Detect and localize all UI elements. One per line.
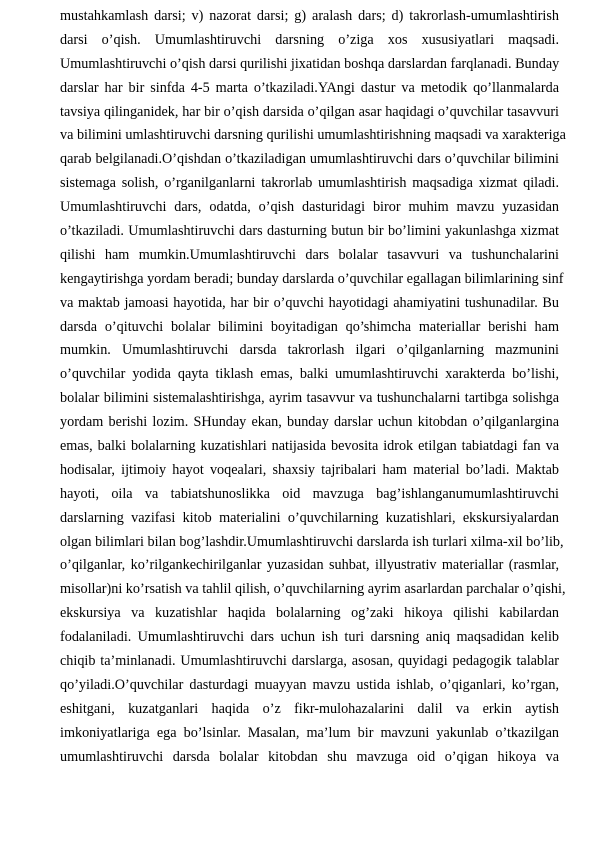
text-line: o’tkaziladi. Umumlashtiruvchi dars dasturning butun bir bo’limini yakunlashga xizmat xyxy=(60,223,559,240)
text-line: Umumlashtiruvchi o’qish darsi qurilishi jixatidan boshqa darslardan farqlanadi. Bunday xyxy=(60,55,560,72)
text-line: Umumlashtiruvchi dars, odatda, o’qish dasturidagi biror muhim mavzu yuzasidan xyxy=(60,199,559,216)
text-line: mumkin. Umumlashtiruvchi darsda takrorlash ilgari o’qilganlarning mazmunini xyxy=(60,342,559,359)
text-line: ekskursiya va kuzatishlar haqida bolalarning og’zaki hikoya qilishi kabilardan xyxy=(60,605,559,622)
text-line: o’qilganlar, ko’rilgankechirilganlar yuzasidan suhbat, illyustrativ materiallar (rasmlar, xyxy=(60,557,559,574)
text-line: qilishi ham mumkin.Umumlashtiruvchi dars bolalar tasavvuri va tushunchalarini xyxy=(60,246,559,263)
text-line: eshitgani, kuzatganlari haqida o’z fikr-mulohazalarini dalil va erkin aytish xyxy=(60,700,559,717)
text-line: kengaytirishga yordam beradi; bunday darslarda o’quvchilar egallagan bilimlarining sinf xyxy=(60,270,564,287)
text-line: qo’yiladi.O’quvchilar dasturdagi muayyan mavzu ustida ishlab, o’qiganlari, ko’rgan, xyxy=(60,676,559,693)
text-line: o’quvchilar yodida qayta tiklash emas, balki umumlashtiruvchi xarakterda bo’lishi, xyxy=(60,366,559,383)
text-line: darslar har bir sinfda 4-5 marta o’tkaziladi.YAngi dastur va metodik qo’llanmalarda xyxy=(60,79,559,96)
text-line: darsi o’qish. Umumlashtiruvchi darsning o’ziga xos xususiyatlari maqsadi. xyxy=(60,31,559,48)
text-line: qarab belgilanadi.O’qishdan o’tkaziladigan umumlashtiruvchi dars o’quvchilar bilimini xyxy=(60,151,559,168)
text-line: va bilimini umlashtiruvchi darsning qurilishi umumlashtirishning maqsadi va xarakteriga xyxy=(60,127,566,144)
text-line: bolalar bilimini sistemalashtirishga, ayrim tasavvur va tushunchalarni tartibga solishga xyxy=(60,390,559,407)
text-line: yordam berishi lozim. SHunday ekan, bunday darslar uchun kitobdan o’qilganlargina xyxy=(60,414,559,431)
text-line: misollar)ni ko’rsatish va tahlil qilish, o’quvchilarning ayrim asarlardan parchalar o’qishi, xyxy=(60,581,566,598)
text-line: hodisalar, ijtimoiy hayot voqealari, shaxsiy tajribalari ham material bo’ladi. Maktab xyxy=(60,461,559,478)
document-page xyxy=(60,5,566,770)
text-line: olgan bilimlari bilan bog’lashdir.Umumlashtiruvchi darslarda ish turlari xilma-xil bo’lib, xyxy=(60,533,564,550)
text-line: darsda o’qituvchi bolalar bilimini boyitadigan qo’shimcha materiallar berishi ham xyxy=(60,318,559,335)
text-line: imkoniyatlariga ega bo’lsinlar. Masalan, ma’lum bir mavzuni yakunlab o’tkazilgan xyxy=(60,724,559,741)
text-line: va maktab jamoasi hayotida, har bir o’quvchi hayotidagi ahamiyatini tushunadilar. Bu xyxy=(60,294,559,311)
text-line: chiqib ta’minlanadi. Umumlashtiruvchi darslarga, asosan, quyidagi pedagogik talablar xyxy=(60,653,559,670)
text-line: sistemaga solish, o’rganilganlarni takrorlab umumlashtirish maqsadiga xizmat qiladi. xyxy=(60,175,559,192)
text-line: tavsiya qilinganidek, har bir o’qish darsida o’qilgan asar haqidagi o’quvchilar tasavvuri xyxy=(60,103,559,120)
text-line: mustahkamlash darsi; v) nazorat darsi; g) aralash dars; d) takrorlash-umumlashtirish xyxy=(60,8,559,24)
text-line: darslarning vazifasi kitob materialini o’quvchilarning kuzatishlari, ekskursiyalardan xyxy=(60,509,559,526)
text-line: fodalaniladi. Umumlashtiruvchi dars uchun ish turi darsning aniq maqsadidan kelib xyxy=(60,629,559,646)
text-line: hayoti, oila va tabiatshunoslikka oid mavzuga bag’ishlanganumumlashtiruvchi xyxy=(60,485,559,502)
text-line: umumlashtiruvchi darsda bolalar kitobdan shu mavzuga oid o’qigan hikoya va xyxy=(60,748,559,765)
text-line: emas, balki bolalarning kuzatishlari natijasida bevosita idrok etilgan tabiatdagi fan va xyxy=(60,438,559,455)
